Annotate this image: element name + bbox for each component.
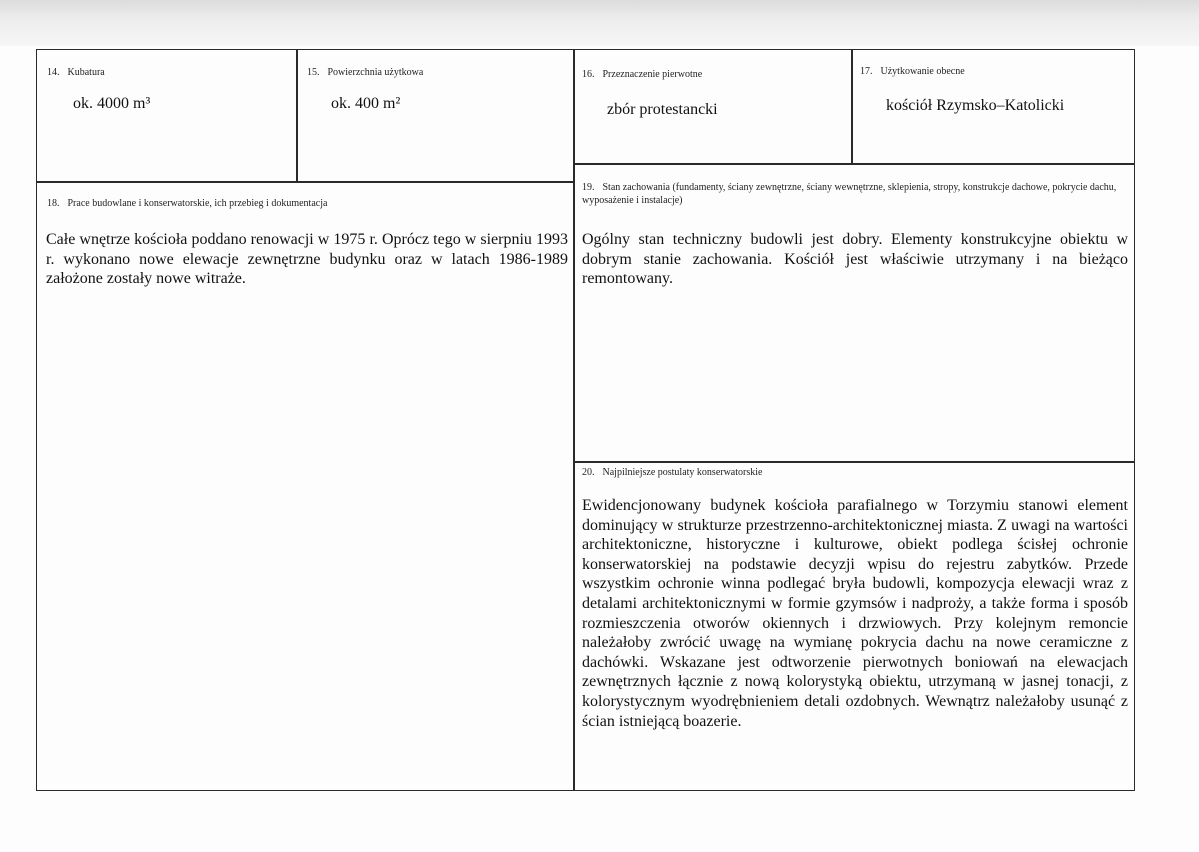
field-19-box <box>573 163 1135 463</box>
field-18-text: Całe wnętrze kościoła poddano renowacji w 1975 r. Oprócz tego w sierpniu 1993 r. wykonano nowe elewacje zewnętrzne budynku oraz w latach 1986-1989 założone zostały nowe witraże. <box>46 231 568 288</box>
field-15-box <box>296 49 575 183</box>
field-16-box <box>573 49 853 165</box>
field-20-box <box>573 461 1135 791</box>
field-14-box <box>36 49 298 183</box>
field-19-text: Ogólny stan techniczny budowli jest dobry. Elementy konstrukcyjne obiektu w dobrym stanie zachowania. Kościół jest właściwie utrzymany i na bieżąco remontowany. <box>582 231 1128 288</box>
field-15-value: ok. 400 m² <box>331 95 401 112</box>
field-14-label: 14. Kubatura <box>47 67 105 78</box>
field-20-label: 20. Najpilniejsze postulaty konserwatorskie <box>582 467 763 478</box>
field-17-box <box>851 49 1135 165</box>
field-17-label: 17. Użytkowanie obecne <box>860 66 965 77</box>
field-14-value: ok. 4000 m³ <box>73 95 151 112</box>
field-17-value: kościół Rzymsko–Katolicki <box>886 97 1065 114</box>
field-16-value: zbór protestancki <box>607 101 718 118</box>
field-16-label: 16. Przeznaczenie pierwotne <box>582 69 703 80</box>
field-20-text: Ewidencjonowany budynek kościoła parafialnego w Torzymiu stanowi element dominujący w strukturze przestrzenno-architektonicznej miasta. Z uwagi na wartości architektoniczne, historyczne i kulturowe, obiekt podlega ścisłej ochronie konserwatorskiej na podstawie decyzji wpisu do rejestru zabytków. Przede wszystkim ochronie winna podlegać bryła budowli, kompozycja elewacji wraz z detalami architektonicznymi w formie gzymsów i nadproży, a także forma i sposób rozmieszczenia otworów okiennych i drzwiowych. Przy kolejnym remoncie należałoby zwrócić uwagę na wymianę pokrycia dachu na nowe ceramiczne z dachówki. Wskazane jest odtworzenie pierwotnych boniowań na elewacjach zewnętrznych łącznie z nową kolorystyką obiektu, utrzymaną w jasnej tonacji, z kolorystycznym wyodrębnieniem detali ozdobnych. Wewnątrz należałoby usunąć z ścian istniejącą boazerie. <box>582 497 1128 730</box>
field-19-label: 19. Stan zachowania (fundamenty, ściany zewnętrzne, ściany wewnętrzne, sklepienia, stropy, konstrukcje dachowe, pokrycie dachu, wyposażenie i instalacje) <box>582 182 1117 206</box>
field-18-label: 18. Prace budowlane i konserwatorskie, ich przebieg i dokumentacja <box>47 198 328 209</box>
field-18-box <box>36 181 575 791</box>
field-15-label: 15. Powierzchnia użytkowa <box>307 67 424 78</box>
